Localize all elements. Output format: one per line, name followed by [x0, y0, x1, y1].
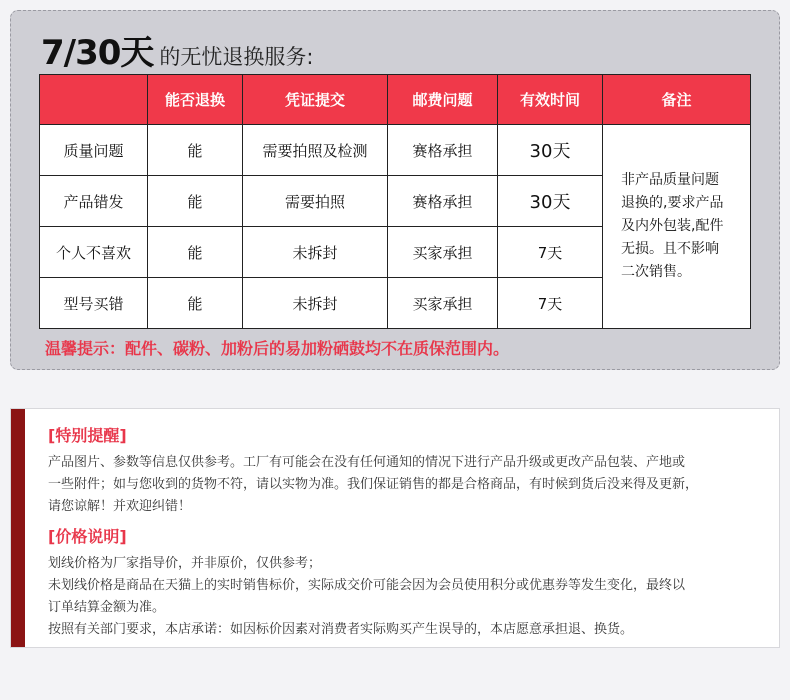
row-type-cell: 产品错发 [40, 176, 148, 227]
row-type-cell: 个人不喜欢 [40, 227, 148, 278]
row-shipping-cell: 买家承担 [388, 227, 498, 278]
note-line: 非产品质量问题 [621, 172, 719, 188]
note-line: 二次销售。 [621, 264, 691, 280]
special-notice-line: 产品图片、参数等信息仅供参考。工厂有可能会在没有任何通知的情况下进行产品升级或更改产品包装、产地或 [48, 455, 686, 470]
row-type-cell: 质量问题 [40, 125, 148, 176]
row-proof-cell: 未拆封 [243, 227, 388, 278]
return-policy-table [39, 74, 751, 329]
price-notice-line: 按照有关部门要求，本店承诺：如因标价因素对消费者实际购买产生误导的，本店愿意承担退、换货。 [48, 622, 634, 637]
note-line: 退换的,要求产品 [621, 195, 724, 211]
row-period-cell: 30天 [498, 125, 603, 176]
header-cell-shipping: 邮费问题 [388, 75, 498, 125]
row-period-cell: 7天 [498, 227, 603, 278]
special-notice-heading: [特别提醒] [48, 426, 127, 445]
notice-accent-bar [11, 409, 25, 647]
warm-tip: 温馨提示：配件、碳粉、加粉后的易加粉硒鼓均不在质保范围内。 [45, 339, 510, 358]
note-line: 及内外包装,配件 [621, 218, 724, 234]
price-notice-line: 未划线价格是商品在天猫上的实时销售标价，实际成交价可能会因为会员使用积分或优惠券等发生变化，最终以 [48, 578, 686, 593]
note-line: 无损。且不影响 [621, 241, 719, 257]
table-row [40, 125, 751, 176]
special-notice-line: 一些附件；如与您收到的货物不符，请以实物为准。我们保证销售的都是合格商品，有时候到货后没来得及更新， [48, 477, 699, 492]
header-cell-empty [40, 75, 148, 125]
row-can-return-cell: 能 [148, 227, 243, 278]
row-shipping-cell: 赛格承担 [388, 176, 498, 227]
row-proof-cell: 需要拍照 [243, 176, 388, 227]
policy-title-days: 7/30天 [41, 33, 154, 73]
header-cell-can-return: 能否退换 [148, 75, 243, 125]
row-can-return-cell: 能 [148, 278, 243, 329]
header-cell-note: 备注 [603, 75, 751, 125]
row-type-cell: 型号买错 [40, 278, 148, 329]
row-period-cell: 30天 [498, 176, 603, 227]
row-proof-cell: 需要拍照及检测 [243, 125, 388, 176]
special-notice-line: 请您谅解！并欢迎纠错！ [48, 499, 192, 514]
table-header-row [40, 75, 751, 125]
header-cell-period: 有效时间 [498, 75, 603, 125]
price-notice-heading: [价格说明] [48, 527, 127, 546]
note-cell [603, 125, 751, 329]
row-shipping-cell: 买家承担 [388, 278, 498, 329]
policy-title [41, 25, 313, 73]
row-period-cell: 7天 [498, 278, 603, 329]
policy-title-text: 的无忧退换服务: [159, 45, 314, 69]
row-can-return-cell: 能 [148, 125, 243, 176]
price-notice-line: 划线价格为厂家指导价，并非原价，仅供参考； [48, 556, 322, 571]
row-shipping-cell: 赛格承担 [388, 125, 498, 176]
notice-body [48, 423, 768, 641]
row-proof-cell: 未拆封 [243, 278, 388, 329]
header-cell-proof: 凭证提交 [243, 75, 388, 125]
row-can-return-cell: 能 [148, 176, 243, 227]
notice-panel [10, 408, 780, 648]
price-notice-line: 订单结算金额为准。 [48, 600, 166, 615]
